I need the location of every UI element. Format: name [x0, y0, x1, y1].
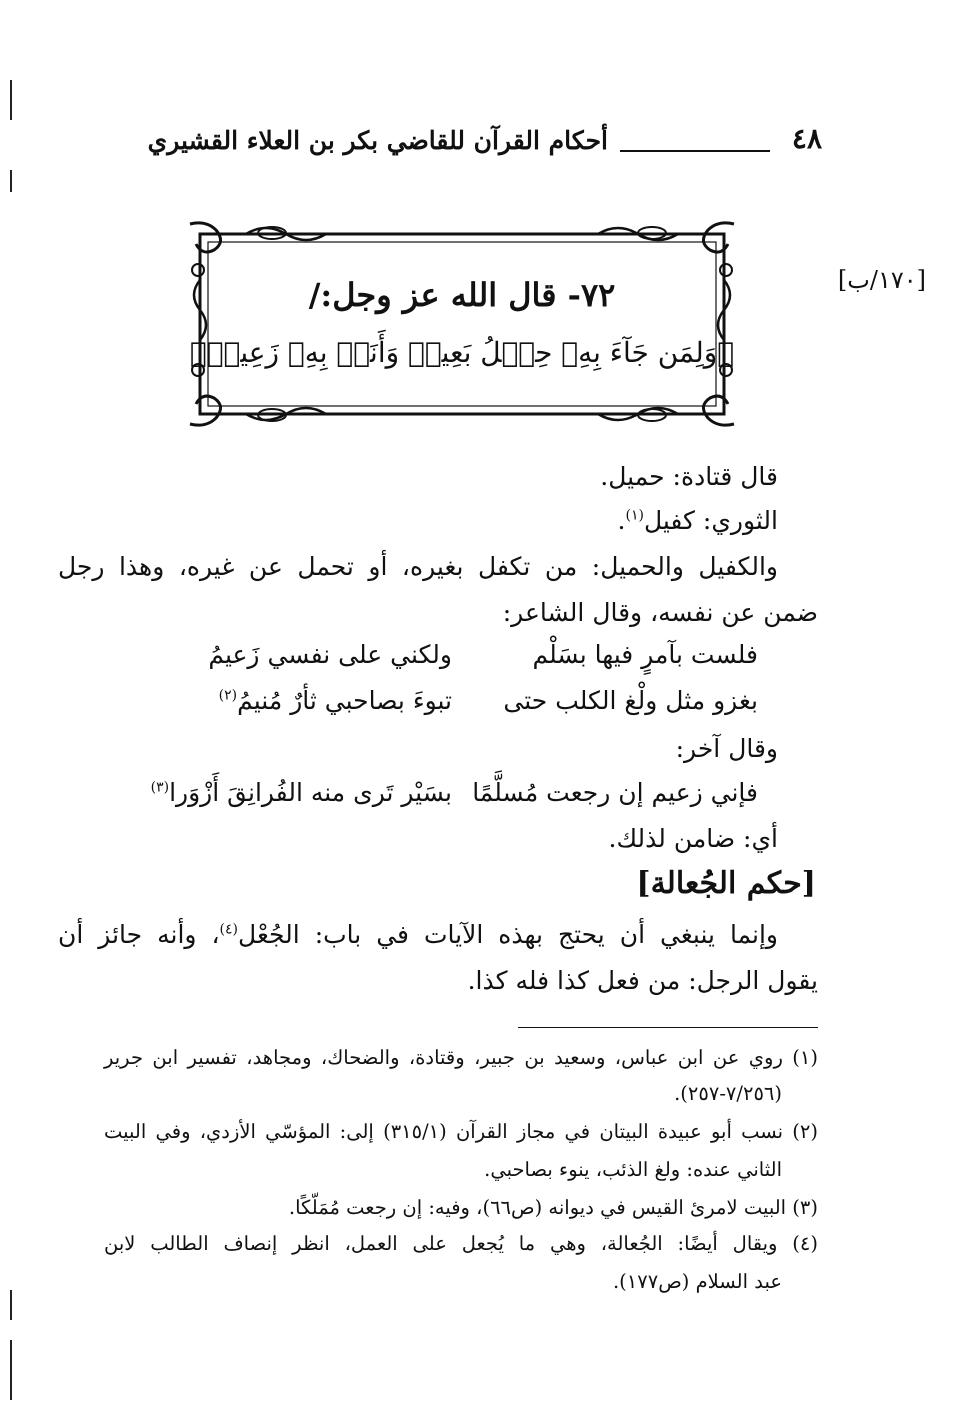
footnote-ref[interactable]: (٤) [219, 921, 239, 938]
body-line: يقول الرجل: من فعل كذا فله كذا. [467, 966, 818, 995]
body-line: أي: ضامن لذلك. [608, 824, 778, 853]
body-line: الثوري: كفيل$^{(١)}$. [617, 506, 778, 535]
verse-heading: ٧٢- قال الله عز وجل:/ [308, 276, 616, 314]
footnote-2: (٢) نسب أبو عبيدة البيتان في مجاز القرآن (٣١٥/١) إلى: المؤسّي الأزدي، وفي البيت [104, 1120, 818, 1143]
poem-hemistich: ولكني على نفسي زَعيمُ [208, 640, 452, 669]
body-line: وإنما ينبغي أن يحتج بهذه الآيات في باب: الجُعْل$^{(٤)}$، وأنه جائز أن [58, 920, 779, 949]
poem-hemistich: فلست بآمرٍ فيها بسَلْم [532, 640, 758, 669]
footnote-ref[interactable]: (١) [625, 507, 644, 524]
body-line: ضمن عن نفسه، وقال الشاعر: [502, 598, 818, 627]
footnote-1-cont: (٧/٢٥٦-٢٥٧). [674, 1082, 782, 1105]
footnote-4: (٤) ويقال أيضًا: الجُعالة، وهي ما يُجعل على العمل، انظر إنصاف الطالب لابن [104, 1232, 818, 1255]
header-rule [620, 150, 770, 152]
footnote-ref[interactable]: (٢) [218, 687, 238, 704]
footnote-2-cont: الثاني عنده: ولغ الذئب، ينوء بصاحبي. [484, 1158, 782, 1181]
poem-hemistich: تبوءَ بصاحبي ثأرٌ مُنيمُ$^{(٢)}$ [218, 686, 452, 715]
scan-mark [10, 1340, 12, 1400]
ornamental-border-icon [186, 220, 738, 428]
scan-mark [10, 170, 12, 192]
section-heading: [حكم الجُعالة] [636, 866, 816, 901]
poem-hemistich: فإني زعيم إن رجعت مُسلَّمًا [472, 778, 758, 807]
page-number: ٤٨ [791, 122, 822, 155]
body-line: وقال آخر: [675, 734, 778, 763]
scan-mark [10, 1290, 12, 1320]
body-line: والكفيل والحميل: من تكفل بغيره، أو تحمل عن غيره، وهذا رجل [58, 552, 778, 581]
footnote-ref[interactable]: (٣) [150, 779, 170, 796]
footnote-separator [518, 1027, 818, 1028]
page-header [100, 118, 822, 178]
poem-hemistich: بسَيْر تَرى منه الفُرانِقَ أَزْوَرا$^{(٣)}$ [150, 778, 452, 807]
footnote-1: (١) روي عن ابن عباس، وسعيد بن جبير، وقتادة، والضحاك، ومجاهد، تفسير ابن جرير [104, 1046, 818, 1069]
scan-mark [10, 80, 12, 120]
quran-verse: ﴿وَلِمَن جَآءَ بِهِۦ حِمۡلُ بَعِيرٖ وَأَنَا۠ بِهِۦ زَعِيمٞ﴾ [189, 336, 735, 369]
footnote-3: (٣) البيت لامرئ القيس في ديوانه (ص٦٦)، وفيه: إن رجعت مُمَلّكًا. [288, 1196, 818, 1219]
folio-marker: [١٧٠/ب] [837, 266, 926, 294]
body-line: قال قتادة: حميل. [600, 462, 778, 491]
running-title: أحكام القرآن للقاضي بكر بن العلاء القشيري [147, 126, 608, 155]
verse-frame [186, 220, 738, 428]
poem-hemistich: بغزو مثل ولْغ الكلب حتى [503, 686, 758, 715]
footnote-4-cont: عبد السلام (ص١٧٧). [612, 1270, 782, 1293]
